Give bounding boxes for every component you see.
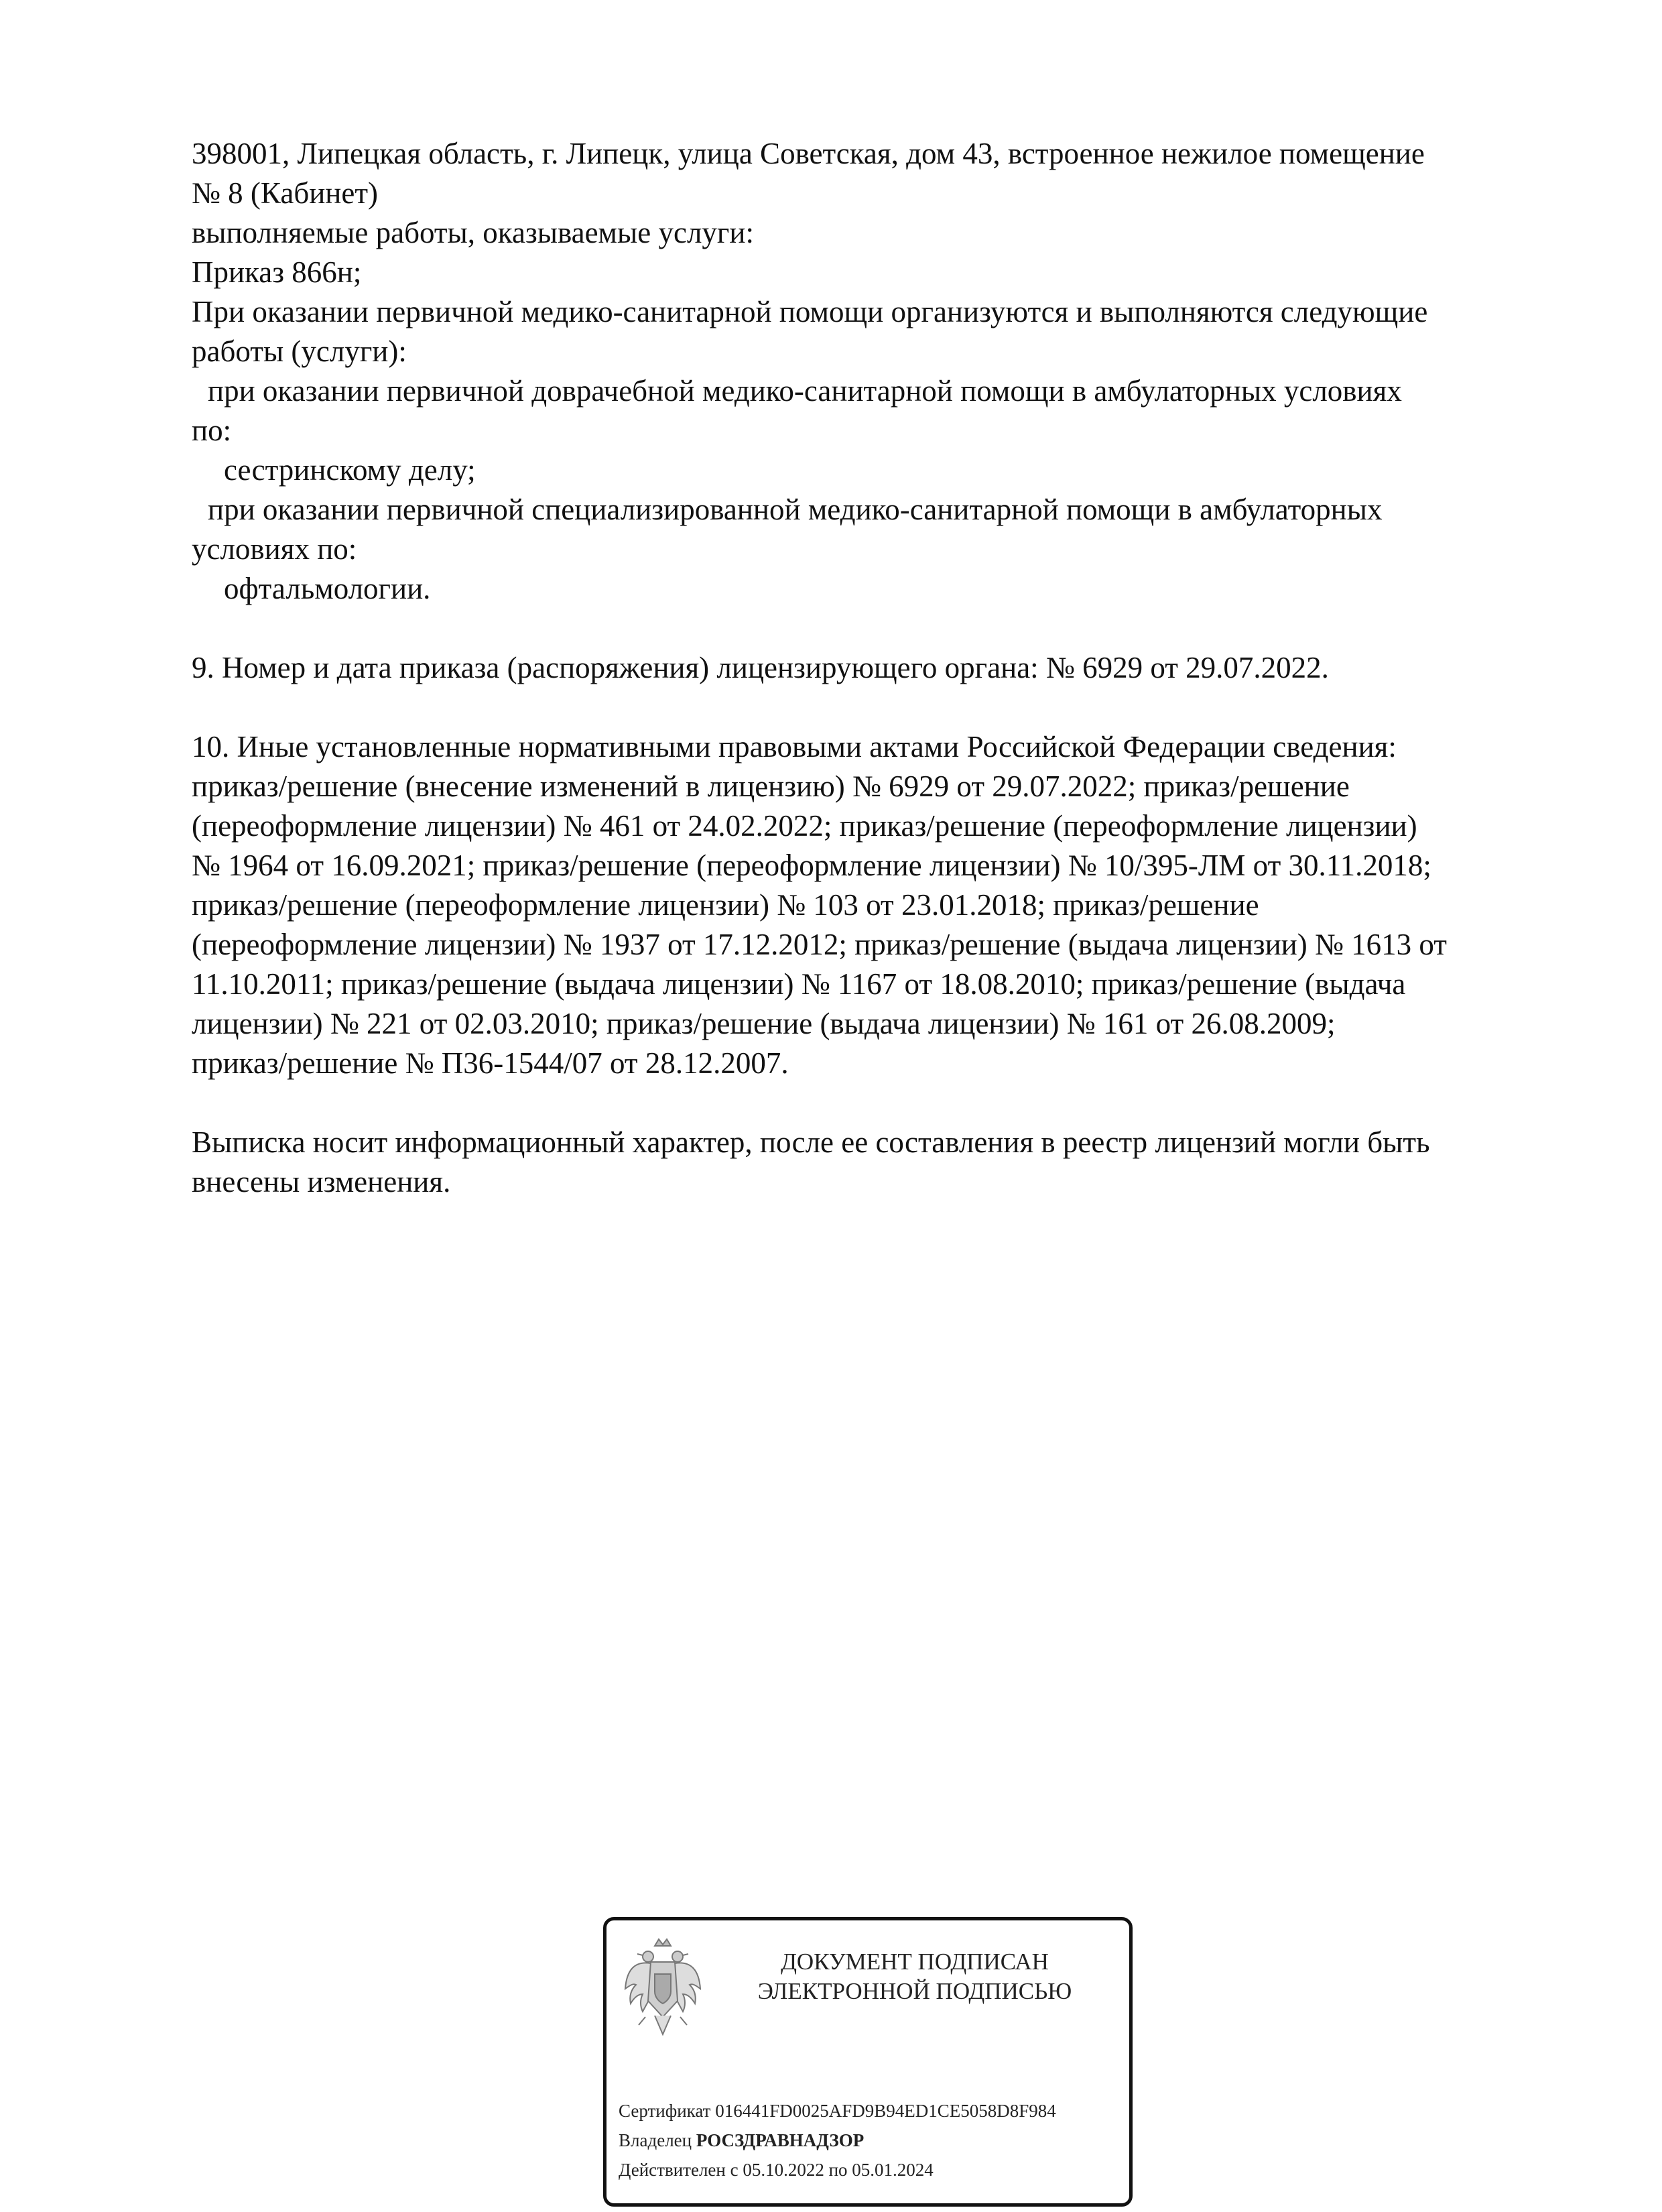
service-ophthalmology: офтальмологии. [224,572,431,605]
specialized-care-line-2: условиях по: [192,532,357,566]
disclaimer-line-1: Выписка носит информационный характер, после ее составления в реестр лицензий могли быть [192,1125,1430,1159]
certificate-value: 016441FD0025AFD9B94ED1CE5058D8F984 [715,2101,1056,2121]
validity-row: Действителен с 05.10.2022 по 05.01.2024 [619,2160,934,2180]
stamp-title-line-2: ЭЛЕКТРОННОЙ ПОДПИСЬЮ [757,1978,1072,2004]
owner-row [619,2126,1128,2155]
stamp-title [707,1947,1123,2006]
section-10-line-8: лицензии) № 221 от 02.03.2010; приказ/решение (выдача лицензии) № 161 от 26.08.2009; [192,1007,1336,1040]
services-intro-line-1: При оказании первичной медико-санитарной помощи организуются и выполняются следующие [192,295,1428,328]
address-line-2: № 8 (Кабинет) [192,176,378,210]
section-10-line-9: приказ/решение № П36-1544/07 от 28.12.2007. [192,1046,789,1080]
section-9: 9. Номер и дата приказа (распоряжения) лицензирующего органа: № 6929 от 29.07.2022. [192,651,1329,684]
certificate-label: Сертификат [619,2101,711,2121]
section-10-line-2: приказ/решение (внесение изменений в лицензию) № 6929 от 29.07.2022; приказ/решение [192,770,1350,803]
section-10-line-7: 11.10.2011; приказ/решение (выдача лицензии) № 1167 от 18.08.2010; приказ/решение (выдача [192,967,1406,1001]
service-nursing: сестринскому делу; [224,453,476,487]
electronic-signature-stamp [603,1917,1133,2207]
section-10-line-6: (переоформление лицензии) № 1937 от 17.12.2012; приказ/решение (выдача лицензии) № 1613 от [192,928,1447,961]
prehospital-care-line-1: при оказании первичной доврачебной медико-санитарной помощи в амбулаторных условиях [208,374,1402,408]
russian-coat-of-arms-icon [621,1937,704,2037]
certificate-row [619,2096,1128,2126]
section-10-line-5: приказ/решение (переоформление лицензии) № 103 от 23.01.2018; приказ/решение [192,888,1259,922]
prehospital-care-line-2: по: [192,414,232,447]
license-extract-text [192,134,1565,1202]
order-reference: Приказ 866н; [192,255,362,289]
stamp-title-line-1: ДОКУМЕНТ ПОДПИСАН [781,1949,1049,1975]
owner-value: РОСЗДРАВНАДЗОР [696,2130,865,2150]
address-line-1: 398001, Липецкая область, г. Липецк, улица Советская, дом 43, встроенное нежилое помещение [192,137,1425,170]
owner-label: Владелец [619,2130,692,2150]
section-10-line-4: № 1964 от 16.09.2021; приказ/решение (переоформление лицензии) № 10/395-ЛМ от 30.11.2018; [192,849,1431,882]
disclaimer-line-2: внесены изменения. [192,1165,451,1199]
stamp-details [619,2096,1128,2185]
specialized-care-line-1: при оказании первичной специализированной медико-санитарной помощи в амбулаторных [208,493,1383,526]
services-intro-line-2: работы (услуги): [192,334,407,368]
section-10-line-3: (переоформление лицензии) № 461 от 24.02.2022; приказ/решение (переоформление лицензии) [192,809,1417,843]
section-10-line-1: 10. Иные установленные нормативными правовыми актами Российской Федерации сведения: [192,730,1397,763]
works-heading: выполняемые работы, оказываемые услуги: [192,216,754,249]
